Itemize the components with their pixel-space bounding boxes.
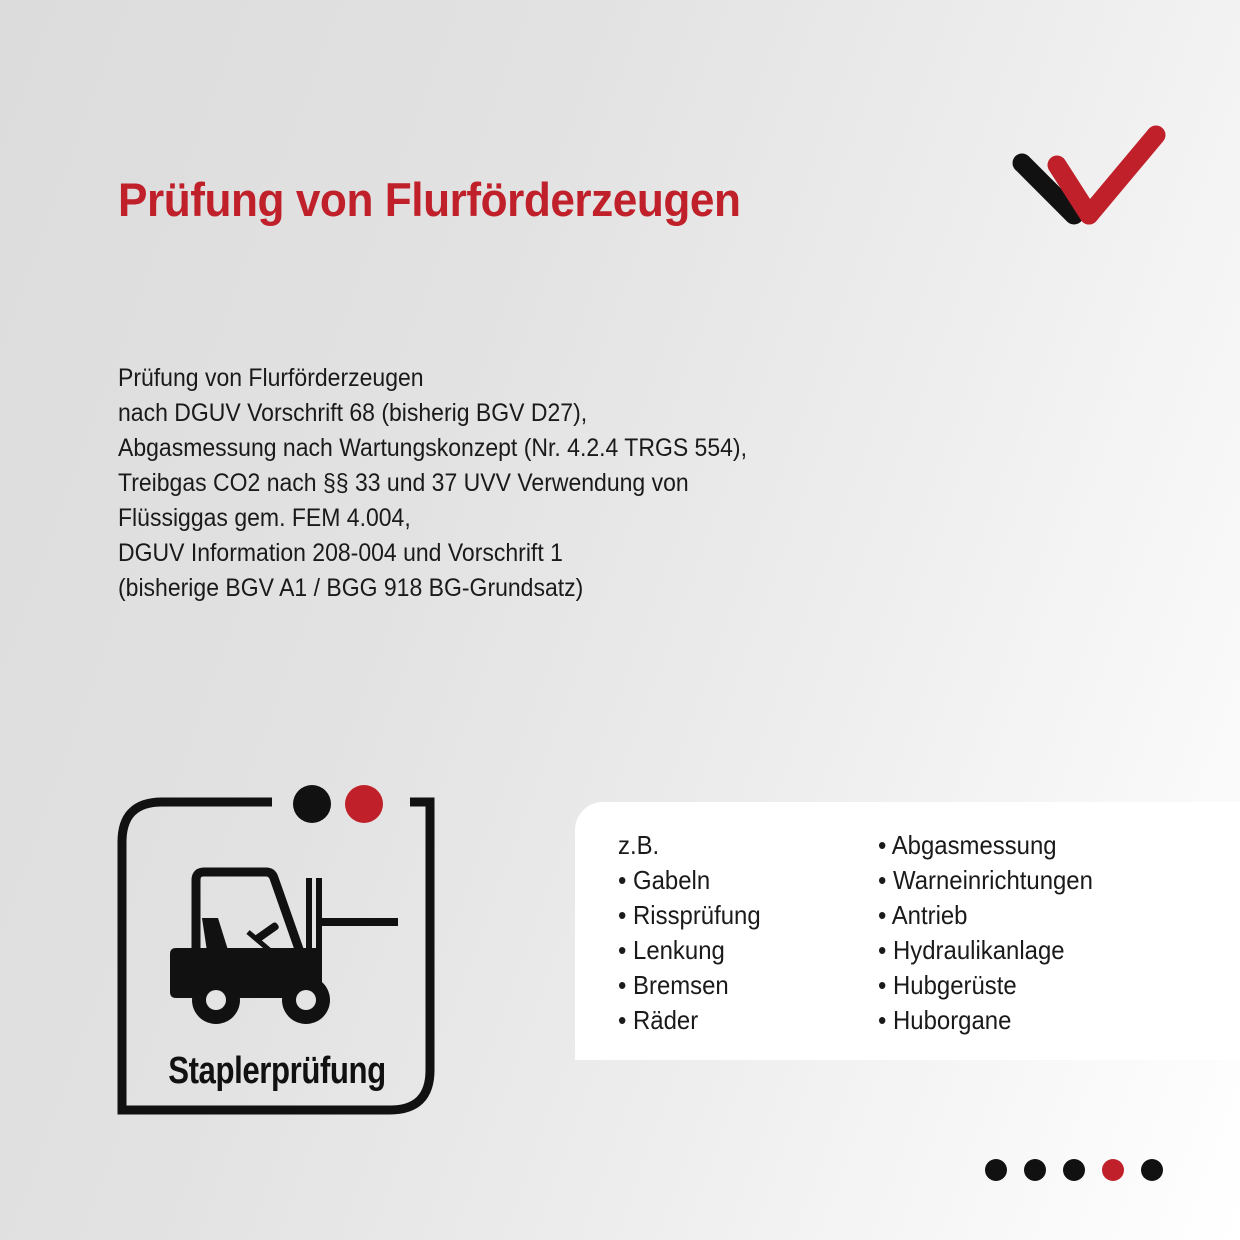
checklist-panel [575, 802, 1240, 1060]
pagination-dot-active[interactable] [1102, 1159, 1124, 1181]
badge-dot-black [293, 785, 331, 823]
description-line: Flüssiggas gem. FEM 4.004, [118, 504, 411, 532]
description-line: Abgasmessung nach Wartungskonzept (Nr. 4.2.4 TRGS 554), [118, 434, 747, 462]
list-item: • Warneinrichtungen [878, 865, 1093, 895]
list-item: • Lenkung [618, 935, 725, 965]
stapler-badge [116, 780, 446, 1120]
list-item: • Hydraulikanlage [878, 935, 1065, 965]
description-text [118, 361, 747, 606]
list-item: • Antrieb [878, 900, 968, 930]
description-line: Prüfung von Flurförderzeugen [118, 364, 424, 392]
list-item: z.B. [618, 830, 660, 860]
description-line: nach DGUV Vorschrift 68 (bisherig BGV D27), [118, 399, 588, 427]
list-item: • Gabeln [618, 865, 711, 895]
list-item: • Hubgerüste [878, 970, 1017, 1000]
checklist-right-column [878, 828, 1093, 1038]
description-line: (bisherige BGV A1 / BGG 918 BG-Grundsatz) [118, 574, 584, 602]
company-logo [1005, 118, 1175, 238]
list-item: • Bremsen [618, 970, 729, 1000]
list-item: • Rissprüfung [618, 900, 761, 930]
pagination-dot[interactable] [985, 1159, 1007, 1181]
w-checkmark-logo-icon [1022, 135, 1156, 215]
pagination-dot[interactable] [1141, 1159, 1163, 1181]
list-item: • Abgasmessung [878, 830, 1057, 860]
page-title: Prüfung von Flurförderzeugen [118, 173, 741, 226]
badge-dot-red [345, 785, 383, 823]
list-item: • Räder [618, 1005, 699, 1035]
description-line: Treibgas CO2 nach §§ 33 und 37 UVV Verwendung von [118, 469, 689, 497]
forklift-icon [170, 872, 398, 1024]
list-item: • Huborgane [878, 1005, 1012, 1035]
pagination-dot[interactable] [1024, 1159, 1046, 1181]
badge-label: Staplerprüfung [168, 1050, 386, 1092]
pagination-dots [985, 1159, 1163, 1181]
checklist-left-column [618, 828, 761, 1038]
description-line: DGUV Information 208-004 und Vorschrift 1 [118, 539, 563, 567]
pagination-dot[interactable] [1063, 1159, 1085, 1181]
